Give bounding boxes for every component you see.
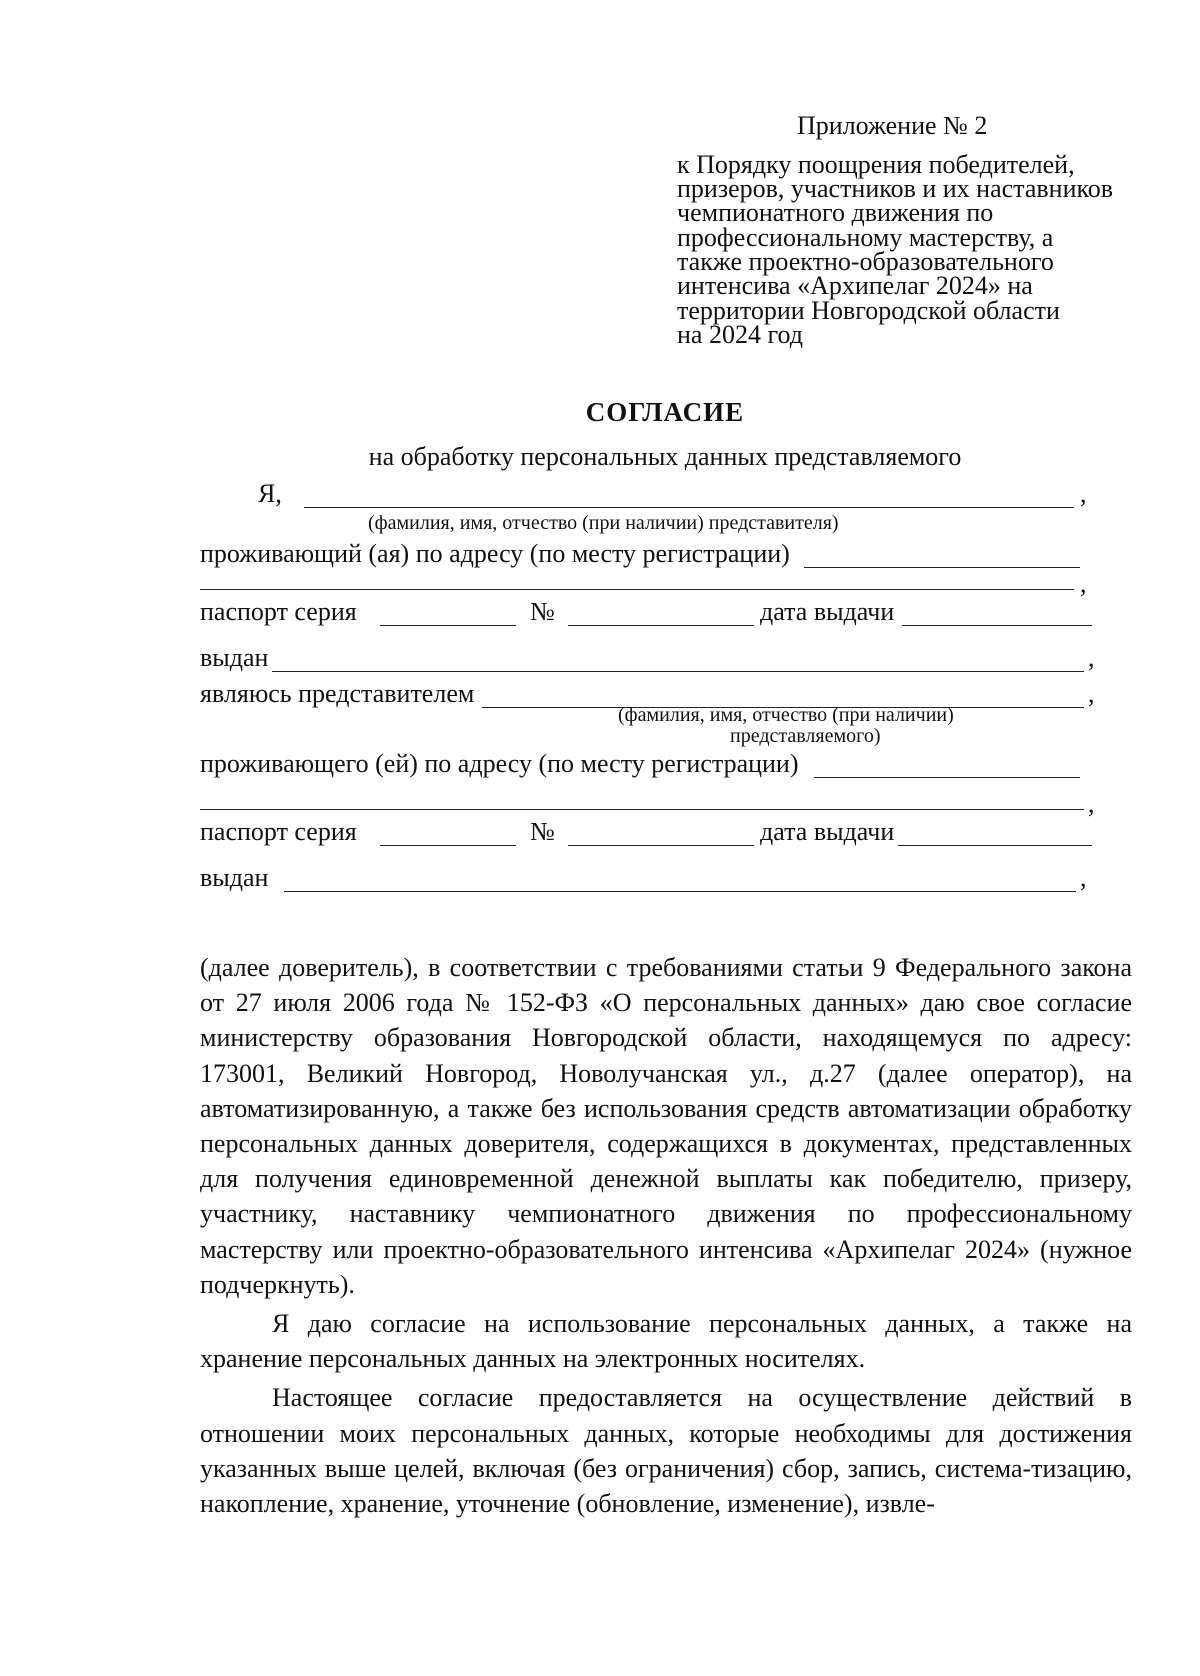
issued-by-field[interactable]: [272, 671, 1084, 672]
appendix-line: к Порядку поощрения победителей,: [677, 149, 1075, 179]
appendix-line: также проектно-образовательного: [677, 246, 1054, 276]
representative-passport-row: [200, 596, 1132, 630]
appendix-title: Приложение № 2: [797, 111, 988, 140]
represented-address-row-2: [200, 780, 1132, 818]
comma: ,: [1080, 863, 1087, 892]
comma: ,: [1088, 643, 1095, 672]
representative-of-label: являюсь представителем: [200, 679, 475, 708]
representative-name-row: [200, 478, 1132, 512]
document-subtitle: на обработку персональных данных представляемого: [368, 442, 962, 472]
appendix-line: чемпионатного движения по: [677, 198, 994, 228]
body-paragraph: Настоящее согласие предоставляется на осуществление действий в отношении моих персональных данных, которые необходимы для достижения указанных выше целей, включая (без ограничения) сбор, запись, система-тизацию, накопление, хранение, уточнение (обновление, изменение), извле-: [200, 1383, 1132, 1519]
representative-address-label: проживающий (ая) по адресу (по месту регистрации): [200, 539, 790, 568]
issue-date-field[interactable]: [902, 625, 1092, 626]
passport-number-field[interactable]: [568, 845, 754, 846]
issued-by-label: выдан: [200, 643, 269, 672]
represented-address-field[interactable]: [814, 777, 1080, 778]
represented-issued-row: [200, 862, 1132, 896]
issued-by-field[interactable]: [284, 891, 1076, 892]
comma: ,: [1080, 569, 1087, 598]
passport-series-label: паспорт серия: [200, 817, 357, 846]
appendix-block: [677, 110, 1147, 347]
represented-address-row: [200, 748, 1132, 782]
body-paragraph: (далее доверитель), в соответствии с требованиями статьи 9 Федерального закона от 27 июля 2006 года № 152-ФЗ «О персональных данных» даю свое согласие министерству образования Новгородской области, находящемуся по адресу: 173001, Великий Новгород, Новолучанская ул., д.27 (далее оператор), на автоматизированную, а также без использования средств автоматизации обработку персональных данных доверителя, содержащихся в документах, представленных для получения единовременной денежной выплаты как победителю, призеру, участнику, наставнику чемпионатного движения по профессиональному мастерству или проектно-образовательного интенсива «Архипелаг 2024» (нужное подчеркнуть).: [200, 953, 1132, 1299]
passport-series-field[interactable]: [380, 625, 516, 626]
comma: ,: [1088, 679, 1095, 708]
representative-name-caption: (фамилия, имя, отчество (при наличии) представителя): [368, 512, 839, 534]
body-paragraph: Я даю согласие на использование персональных данных, а также на хранение персональных данных на электронных носителях.: [200, 1309, 1132, 1374]
appendix-line: призеров, участников и их наставников: [677, 174, 1114, 204]
passport-series-field[interactable]: [380, 845, 516, 846]
represented-passport-row: [200, 816, 1132, 850]
document-title: СОГЛАСИЕ: [585, 397, 745, 427]
appendix-line: профессиональному мастерству, а: [677, 222, 1054, 252]
consent-body: [200, 950, 1132, 1521]
represented-name-caption-1: (фамилия, имя, отчество (при наличии): [618, 704, 954, 726]
comma: ,: [1088, 789, 1095, 818]
representative-issued-row: [200, 642, 1132, 676]
passport-number-field[interactable]: [568, 625, 754, 626]
issue-date-field[interactable]: [898, 845, 1092, 846]
issue-date-label: дата выдачи: [760, 817, 895, 846]
represented-address-field-2[interactable]: [200, 809, 1084, 810]
represented-name-caption-2: представляемого): [730, 725, 881, 747]
passport-number-label: №: [530, 597, 555, 626]
representative-address-row-2: [200, 560, 1132, 598]
passport-series-label: паспорт серия: [200, 597, 357, 626]
passport-number-label: №: [530, 817, 555, 846]
representative-address-field-2[interactable]: [200, 589, 1074, 590]
representative-name-field[interactable]: [304, 507, 1074, 508]
comma: ,: [1080, 479, 1087, 508]
represented-address-label: проживающего (ей) по адресу (по месту регистрации): [200, 749, 799, 778]
title-block: [0, 395, 1200, 474]
appendix-line: территории Новгородской области: [677, 295, 1060, 325]
issued-by-label: выдан: [200, 863, 269, 892]
appendix-line: интенсива «Архипелаг 2024» на: [677, 271, 1033, 301]
i-label: Я,: [258, 479, 282, 508]
appendix-line: на 2024 год: [677, 319, 803, 349]
issue-date-label: дата выдачи: [760, 597, 895, 626]
